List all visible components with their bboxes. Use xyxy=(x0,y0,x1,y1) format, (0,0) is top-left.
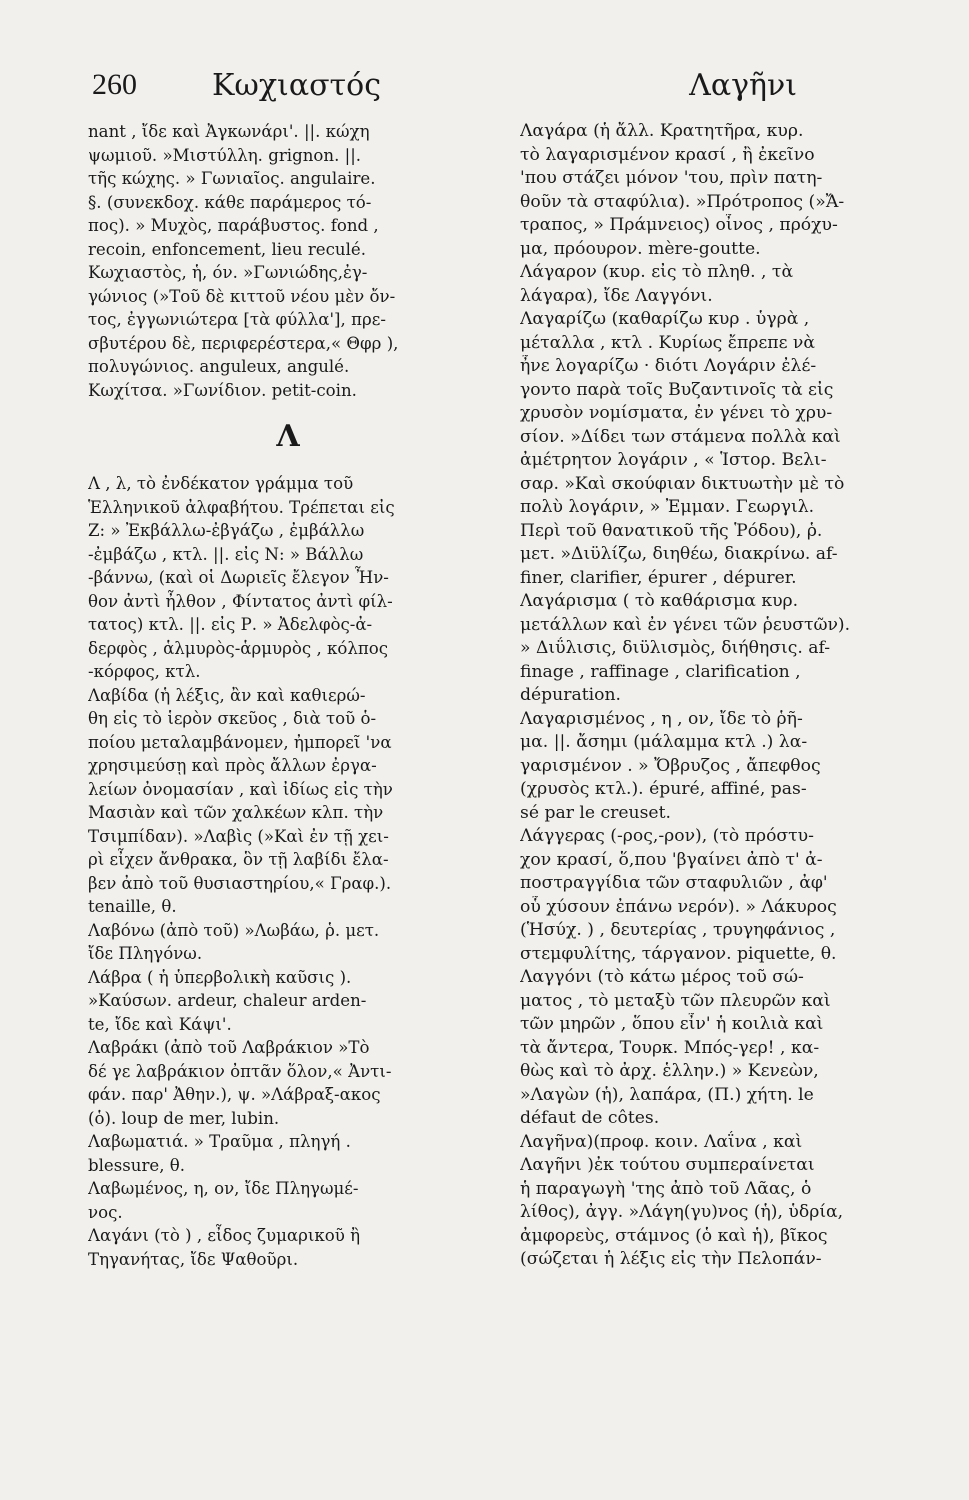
text-line: τῶν μηρῶν , ὅπου εἶν' ἡ κοιλιὰ καὶ xyxy=(520,1014,824,1034)
text-line: ρὶ εἶχεν ἄνθρακα, ὃν τῇ λαβίδι ἔλα- xyxy=(88,850,389,869)
text-line: Λαβίδα (ἡ λέξις, ἂν καὶ καθιερώ- xyxy=(88,685,366,705)
text-line: -βάννω, (καὶ οἱ Δωριεῖς ἔλεγον Ἦν- xyxy=(88,568,389,587)
text-line: -ἐμβάζω , κτλ. ||. εἰς Ν: » Βάλλω xyxy=(88,544,364,564)
text-line: Λαβωματιά. » Τραῦμα , πληγή . xyxy=(88,1132,351,1151)
text-line: (χρυσὸς κτλ.). épuré, affiné, pas- xyxy=(520,779,807,799)
text-line: θον ἀντὶ ἦλθον , Φίντατος ἀντὶ φίλ- xyxy=(88,591,393,611)
text-line: §. (συνεκδοχ. κάθε παράμερος τό- xyxy=(88,192,372,212)
text-line: Ἑλληνικοῦ ἀλφαβήτου. Τρέπεται εἰς xyxy=(88,497,395,517)
text-line: »Καύσων. ardeur, chaleur arden- xyxy=(88,991,367,1010)
text-line: ματος , τὸ μεταξὺ τῶν πλευρῶν καὶ xyxy=(520,990,831,1011)
text-line: (ὁ). loup de mer, lubin. xyxy=(88,1108,280,1128)
text-line: μα. ||. ἄσημι (μάλαμμα κτλ .) λα- xyxy=(520,732,808,752)
text-line: μετ. »Διϋλίζω, διηθέω, διακρίνω. af- xyxy=(520,544,838,564)
left-column-bottom-entries xyxy=(88,472,488,1271)
text-line: ποστραγγίδια τῶν σταφυλιῶν , ἀφ' xyxy=(520,873,828,893)
left-column xyxy=(88,120,488,1271)
left-running-headword: Κωχιαστός xyxy=(212,68,382,103)
text-line: γαρισμένον . » Ὄβρυζος , ἄπεφθος xyxy=(520,755,821,776)
text-line: χον κρασί, ὅ,που 'βγαίνει ἀπὸ τ' ἀ- xyxy=(520,849,823,870)
text-line: δέ γε λαβράκιον ὀπτᾶν ὅλον,« Ἀντι- xyxy=(88,1061,392,1081)
page-header xyxy=(0,60,969,110)
text-line: θη εἰς τὸ ἱερὸν σκεῦος , διὰ τοῦ ὁ- xyxy=(88,709,377,728)
text-line: Λάγγερας (-ρος,-ρον), (τὸ πρόστυ- xyxy=(520,826,814,846)
text-line: Λαγαρίζω (καθαρίζω κυρ . ὑγρὰ , xyxy=(520,309,810,329)
text-line: dépuration. xyxy=(520,685,621,705)
text-line: ψωμιοῦ. »Μιστύλλη. grignon. ||. xyxy=(88,145,362,165)
text-line: φάν. παρ' Ἀθην.), ψ. »Λάβραξ-ακος xyxy=(88,1085,381,1104)
text-line: Κωχίτσα. »Γωνίδιον. petit-coin. xyxy=(88,380,357,400)
text-line: Λαγάρισμα ( τὸ καθάρισμα κυρ. xyxy=(520,591,799,611)
text-line: Τηγανήτας, ἴδε Ψαθοῦρι. xyxy=(88,1249,299,1269)
text-line: ἡ παραγωγὴ 'της ἀπὸ τοῦ Λᾶας, ὁ xyxy=(520,1178,812,1199)
text-line: blessure, θ. xyxy=(88,1155,186,1175)
text-line: Λαβράκι (ἀπὸ τοῦ Λαβράκιον »Τὸ xyxy=(88,1038,370,1057)
text-line: λίθος), ἀγγ. »Λάγη(γυ)νος (ἡ), ὑδρία, xyxy=(520,1202,844,1222)
text-line: Λαγαρισμένος , η , ον, ἴδε τὸ ῥῆ- xyxy=(520,708,803,729)
text-line: τὰ ἄντερα, Τουρκ. Μπός-γερ! , κα- xyxy=(520,1037,820,1058)
text-line: Λαγῆνι )ἐκ τούτου συμπεραίνεται xyxy=(520,1155,815,1175)
text-line: στεμφυλίτης, τάργανον. piquette, θ. xyxy=(520,943,837,964)
left-column-top-entries xyxy=(88,120,488,402)
page-number: 260 xyxy=(92,68,137,101)
text-line: Λάβρα ( ἡ ὑπερβολικὴ καῦσις ). xyxy=(88,967,352,987)
text-line: τῆς κώχης. » Γωνιαῖος. angulaire. xyxy=(88,169,376,188)
text-line: γοντο παρὰ τοῖς Βυζαντινοῖς τὰ εἰς xyxy=(520,379,834,400)
text-line: Μασιὰν καὶ τῶν χαλκέων κλπ. τὴν xyxy=(88,803,384,822)
text-line: χρυσὸν νομίσματα, ἐν γένει τὸ χρυ- xyxy=(520,403,833,423)
text-line: οὗ χύσουν ἐπάνω νερόν). » Λάκυρος xyxy=(520,896,837,917)
text-line: Λ , λ, τὸ ἐνδέκατον γράμμα τοῦ xyxy=(88,474,354,493)
text-line: recoin, enfoncement, lieu reculé. xyxy=(88,239,367,259)
text-line: ἀμέτρητον λογάριν , « Ἱστορ. Βελι- xyxy=(520,450,827,470)
text-line: Περὶ τοῦ θανατικοῦ τῆς Ῥόδου), ῥ. xyxy=(520,520,823,541)
text-line: tenaille, θ. xyxy=(88,897,177,916)
text-line: te, ἴδε καὶ Κάψι'. xyxy=(88,1014,232,1034)
text-line: σαρ. »Καὶ σκούφιαν δικτυωτὴν μὲ τὸ xyxy=(520,473,845,494)
text-line: nant , ἴδε καὶ Ἀγκωνάρι'. ||. κώχη xyxy=(88,122,370,141)
text-line: Λαβωμένος, η, ον, ἴδε Πληγωμέ- xyxy=(88,1179,359,1198)
text-line: μέταλλα , κτλ . Κυρίως ἔπρεπε νὰ xyxy=(520,332,815,353)
text-line: (Ἡσύχ. ) , δευτερίας , τρυγηφάνιος , xyxy=(520,920,836,940)
text-line: ἦνε λογαρίζω · διότι Λογάριν ἐλέ- xyxy=(520,356,817,376)
text-line: τὸ λαγαρισμένον κρασί , ἢ ἐκεῖνο xyxy=(520,144,815,165)
text-line: σβυτέρου δὲ, περιφερέστερα,« Θφρ ), xyxy=(88,333,399,353)
text-line: Λαγῆνα)(προφ. κοιν. Λαΐνα , καὶ xyxy=(520,1131,803,1152)
right-running-headword: Λαγῆνι xyxy=(689,68,797,103)
right-column xyxy=(520,120,960,1272)
text-line: πολυγώνιος. anguleux, angulé. xyxy=(88,357,350,376)
text-line: »Λαγὼν (ἡ), λαπάρα, (Π.) χήτη. le xyxy=(520,1084,814,1105)
text-line: finage , raffinage , clarification , xyxy=(520,661,801,682)
text-line: Λαγγόνι (τὸ κάτω μέρος τοῦ σώ- xyxy=(520,967,804,987)
text-line: χρησιμεύσῃ καὶ πρὸς ἄλλων ἐργα- xyxy=(88,756,377,775)
text-line: πολὺ λογάριν, » Ἐμμαν. Γεωργιλ. xyxy=(520,497,815,517)
text-line: 'που στάζει μόνον 'του, πρὶν πατη- xyxy=(520,168,823,188)
text-line: Λαγάρα (ἡ ἄλλ. Κρατητῆρα, κυρ. xyxy=(520,121,804,141)
text-line: τος, ἐγγωνιώτερα [τὰ φύλλα'], πρε- xyxy=(88,310,386,329)
text-line: ποίου μεταλαμβάνομεν, ἠμπορεῖ 'να xyxy=(88,732,392,752)
text-line: λάγαρα), ἴδε Λαγγόνι. xyxy=(520,285,713,306)
text-line: (σώζεται ἡ λέξις εἰς τὴν Πελοπάν- xyxy=(520,1249,822,1269)
text-line: Λάγαρον (κυρ. εἰς τὸ πληθ. , τὰ xyxy=(520,262,794,282)
text-line: μετάλλων καὶ ἐν γένει τῶν ῥευστῶν). xyxy=(520,614,851,635)
text-line: θοῦν τὰ σταφύλια). »Πρότροπος (»Ἄ- xyxy=(520,191,845,212)
text-line: Τσιμπίδαν). »Λαβὶς (»Καὶ ἐν τῇ χει- xyxy=(88,826,389,846)
text-line: -κόρφος, κτλ. xyxy=(88,662,201,681)
text-line: λείων ὀνομασίαν , καὶ ἰδίως εἰς τὴν xyxy=(88,779,393,799)
text-line: Κωχιαστὸς, ἡ, όν. »Γωνιώδης,ἐγ- xyxy=(88,263,368,282)
text-line: τραπος, » Πράμνειος) οἶνος , πρόχυ- xyxy=(520,215,838,235)
text-line: défaut de côtes. xyxy=(520,1108,660,1128)
text-line: sé par le creuset. xyxy=(520,802,671,823)
text-line: Ζ: » Ἐκβάλλω-ἐβγάζω , ἐμβάλλω xyxy=(88,521,365,540)
letter-section-heading: Λ xyxy=(276,419,300,454)
text-line: » Διΰλισις, διϋλισμὸς, διήθησις. af- xyxy=(520,638,831,658)
text-line: δερφὸς , ἁλμυρὸς-ἁρμυρὸς , κόλπος xyxy=(88,638,389,658)
text-line: ἀμφορεὺς, στάμνος (ὁ καὶ ἡ), βῖκος xyxy=(520,1225,828,1246)
text-line: ἴδε Πληγόνω. xyxy=(88,944,203,963)
text-line: τατος) κτλ. ||. εἰς Ρ. » Ἀδελφὸς-ἀ- xyxy=(88,615,373,634)
text-line: Λαβόνω (ἀπὸ τοῦ) »Λωβάω, ῥ. μετ. xyxy=(88,920,380,940)
text-line: σίον. »Δίδει των στάμενα πολλὰ καὶ xyxy=(520,426,841,447)
text-line: θὼς καὶ τὸ ἀρχ. ἑλλην.) » Κενεὼν, xyxy=(520,1061,819,1081)
text-line: νος. xyxy=(88,1202,123,1222)
text-line: πος). » Μυχὸς, παράβυστος. fond , xyxy=(88,216,379,235)
text-line: finer, clarifier, épurer , dépurer. xyxy=(520,567,797,588)
text-line: Λαγάνι (τὸ ) , εἶδος ζυμαρικοῦ ἢ xyxy=(88,1226,361,1245)
text-line: γώνιος (»Τοῦ δὲ κιττοῦ νέου μὲν ὄν- xyxy=(88,286,396,306)
text-line: βεν ἀπὸ τοῦ θυσιαστηρίου,« Γραφ.). xyxy=(88,873,392,893)
text-line: μα, πρόουρον. mère-goutte. xyxy=(520,238,761,259)
